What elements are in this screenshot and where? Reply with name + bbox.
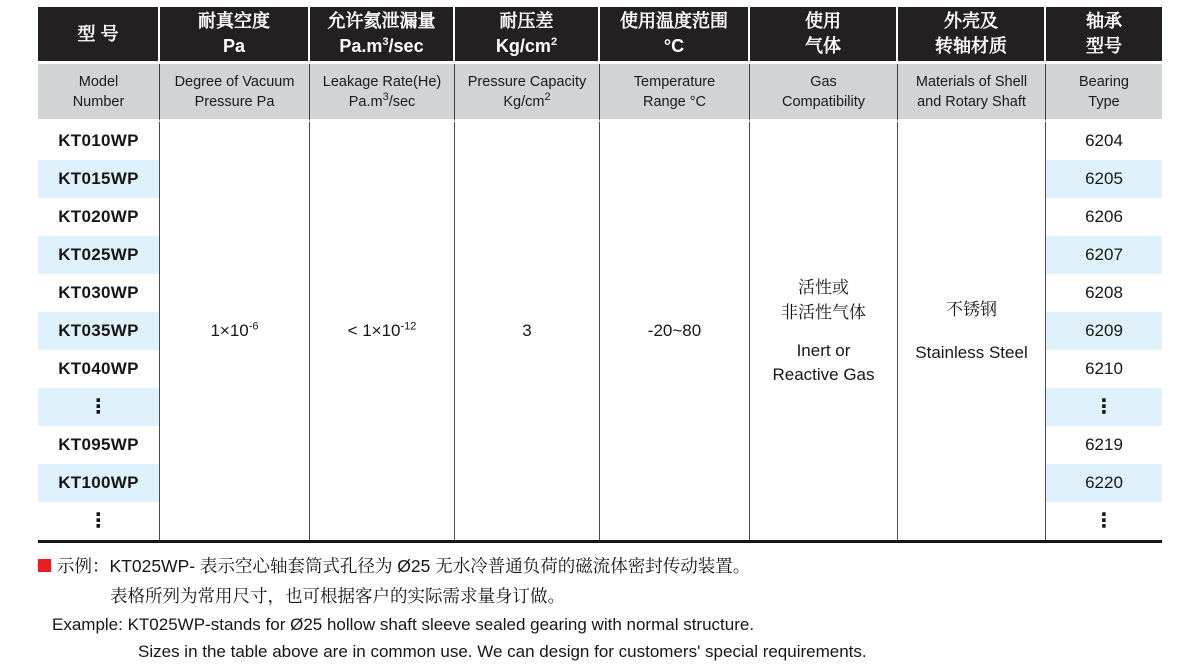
- spec-table-wrap: [38, 7, 1162, 543]
- gas-en-line1: Inert or: [796, 341, 851, 360]
- model-cell: KT035WP: [38, 312, 160, 350]
- material-en: Stainless Steel: [915, 343, 1028, 362]
- model-ellipsis: ⋮: [38, 388, 160, 426]
- bearing-cell: 6210: [1046, 350, 1162, 388]
- note-text-zh2: 表格所列为常用尺寸，也可根据客户的实际需求量身订做。: [110, 586, 565, 606]
- material-zh: 不锈钢: [946, 300, 997, 319]
- bearing-cell: 6205: [1046, 160, 1162, 198]
- leakage-value-cell: < $1\times 10^{-12}$: [310, 122, 455, 540]
- model-cell: KT015WP: [38, 160, 160, 198]
- bearing-cell: 6219: [1046, 426, 1162, 464]
- bearing-ellipsis: ⋮: [1046, 388, 1162, 426]
- col-header-bearing-en: Bearing Type: [1046, 64, 1162, 122]
- model-ellipsis: ⋮: [38, 502, 160, 540]
- gas-en-line2: Reactive Gas: [772, 365, 875, 384]
- gas-zh-line1: 活性或: [798, 278, 849, 297]
- note-line-zh1: [38, 551, 1178, 581]
- col-header-temperature-en: Temperature Range °C: [600, 64, 750, 122]
- col-header-pressure-en: Pressure Capacity $Kg/cm^2$: [455, 64, 600, 122]
- spec-table: [38, 7, 1162, 540]
- model-cell: KT010WP: [38, 122, 160, 160]
- model-cell: KT040WP: [38, 350, 160, 388]
- col-header-temperature-zh: 使用温度范围 °C: [600, 7, 750, 64]
- col-header-model-zh: 型 号: [38, 7, 160, 64]
- col-header-model-en: Model Number: [38, 64, 160, 122]
- col-header-bearing-zh: 轴承 型号: [1046, 7, 1162, 64]
- model-cell: KT100WP: [38, 464, 160, 502]
- col-header-pressure-zh: 耐压差 $Kg/cm^2$: [455, 7, 600, 64]
- bearing-cell: 6208: [1046, 274, 1162, 312]
- col-header-gas-en: Gas Compatibility: [750, 64, 898, 122]
- col-header-material-en: Materials of Shell and Rotary Shaft: [898, 64, 1046, 122]
- vacuum-value-cell: $1\times 10^{-6}$: [160, 122, 310, 540]
- header-row-zh: [38, 7, 1162, 64]
- col-header-vacuum-zh: 耐真空度 Pa: [160, 7, 310, 64]
- col-header-gas-zh: 使用 气体: [750, 7, 898, 64]
- material-value-cell: [898, 122, 1046, 540]
- note-text-en2: Sizes in the table above are in common use. We can design for customers' special requirements.: [138, 642, 867, 661]
- temperature-value-cell: -20~80: [600, 122, 750, 540]
- col-header-material-zh: 外壳及 转轴材质: [898, 7, 1046, 64]
- model-cell: KT025WP: [38, 236, 160, 274]
- col-header-vacuum-en: Degree of Vacuum Pressure Pa: [160, 64, 310, 122]
- model-cell: KT030WP: [38, 274, 160, 312]
- pressure-value-cell: 3: [455, 122, 600, 540]
- model-cell: KT095WP: [38, 426, 160, 464]
- note-text-zh1: 示例：KT025WP- 表示空心轴套筒式孔径为 Ø25 无水冷普通负荷的磁流体密封传动装置。: [57, 556, 751, 576]
- bearing-cell: 6209: [1046, 312, 1162, 350]
- bearing-cell: 6220: [1046, 464, 1162, 502]
- header-row-en: [38, 64, 1162, 122]
- table-row: [38, 122, 1162, 160]
- note-text-en1: Example: KT025WP-stands for Ø25 hollow shaft sleeve sealed gearing with normal structure.: [52, 615, 755, 634]
- bearing-ellipsis: ⋮: [1046, 502, 1162, 540]
- model-cell: KT020WP: [38, 198, 160, 236]
- gas-zh-line2: 非活性气体: [781, 303, 866, 322]
- bearing-cell: 6206: [1046, 198, 1162, 236]
- col-header-leakage-en: Leakage Rate(He) $Pa.m^3/\sec$: [310, 64, 455, 122]
- footnotes: [38, 551, 1178, 665]
- gas-value-cell: [750, 122, 898, 540]
- bearing-cell: 6204: [1046, 122, 1162, 160]
- bearing-cell: 6207: [1046, 236, 1162, 274]
- red-square-bullet-icon: [38, 559, 51, 572]
- col-header-leakage-zh: 允许氦泄漏量 $Pa.m^3/\sec$: [310, 7, 455, 64]
